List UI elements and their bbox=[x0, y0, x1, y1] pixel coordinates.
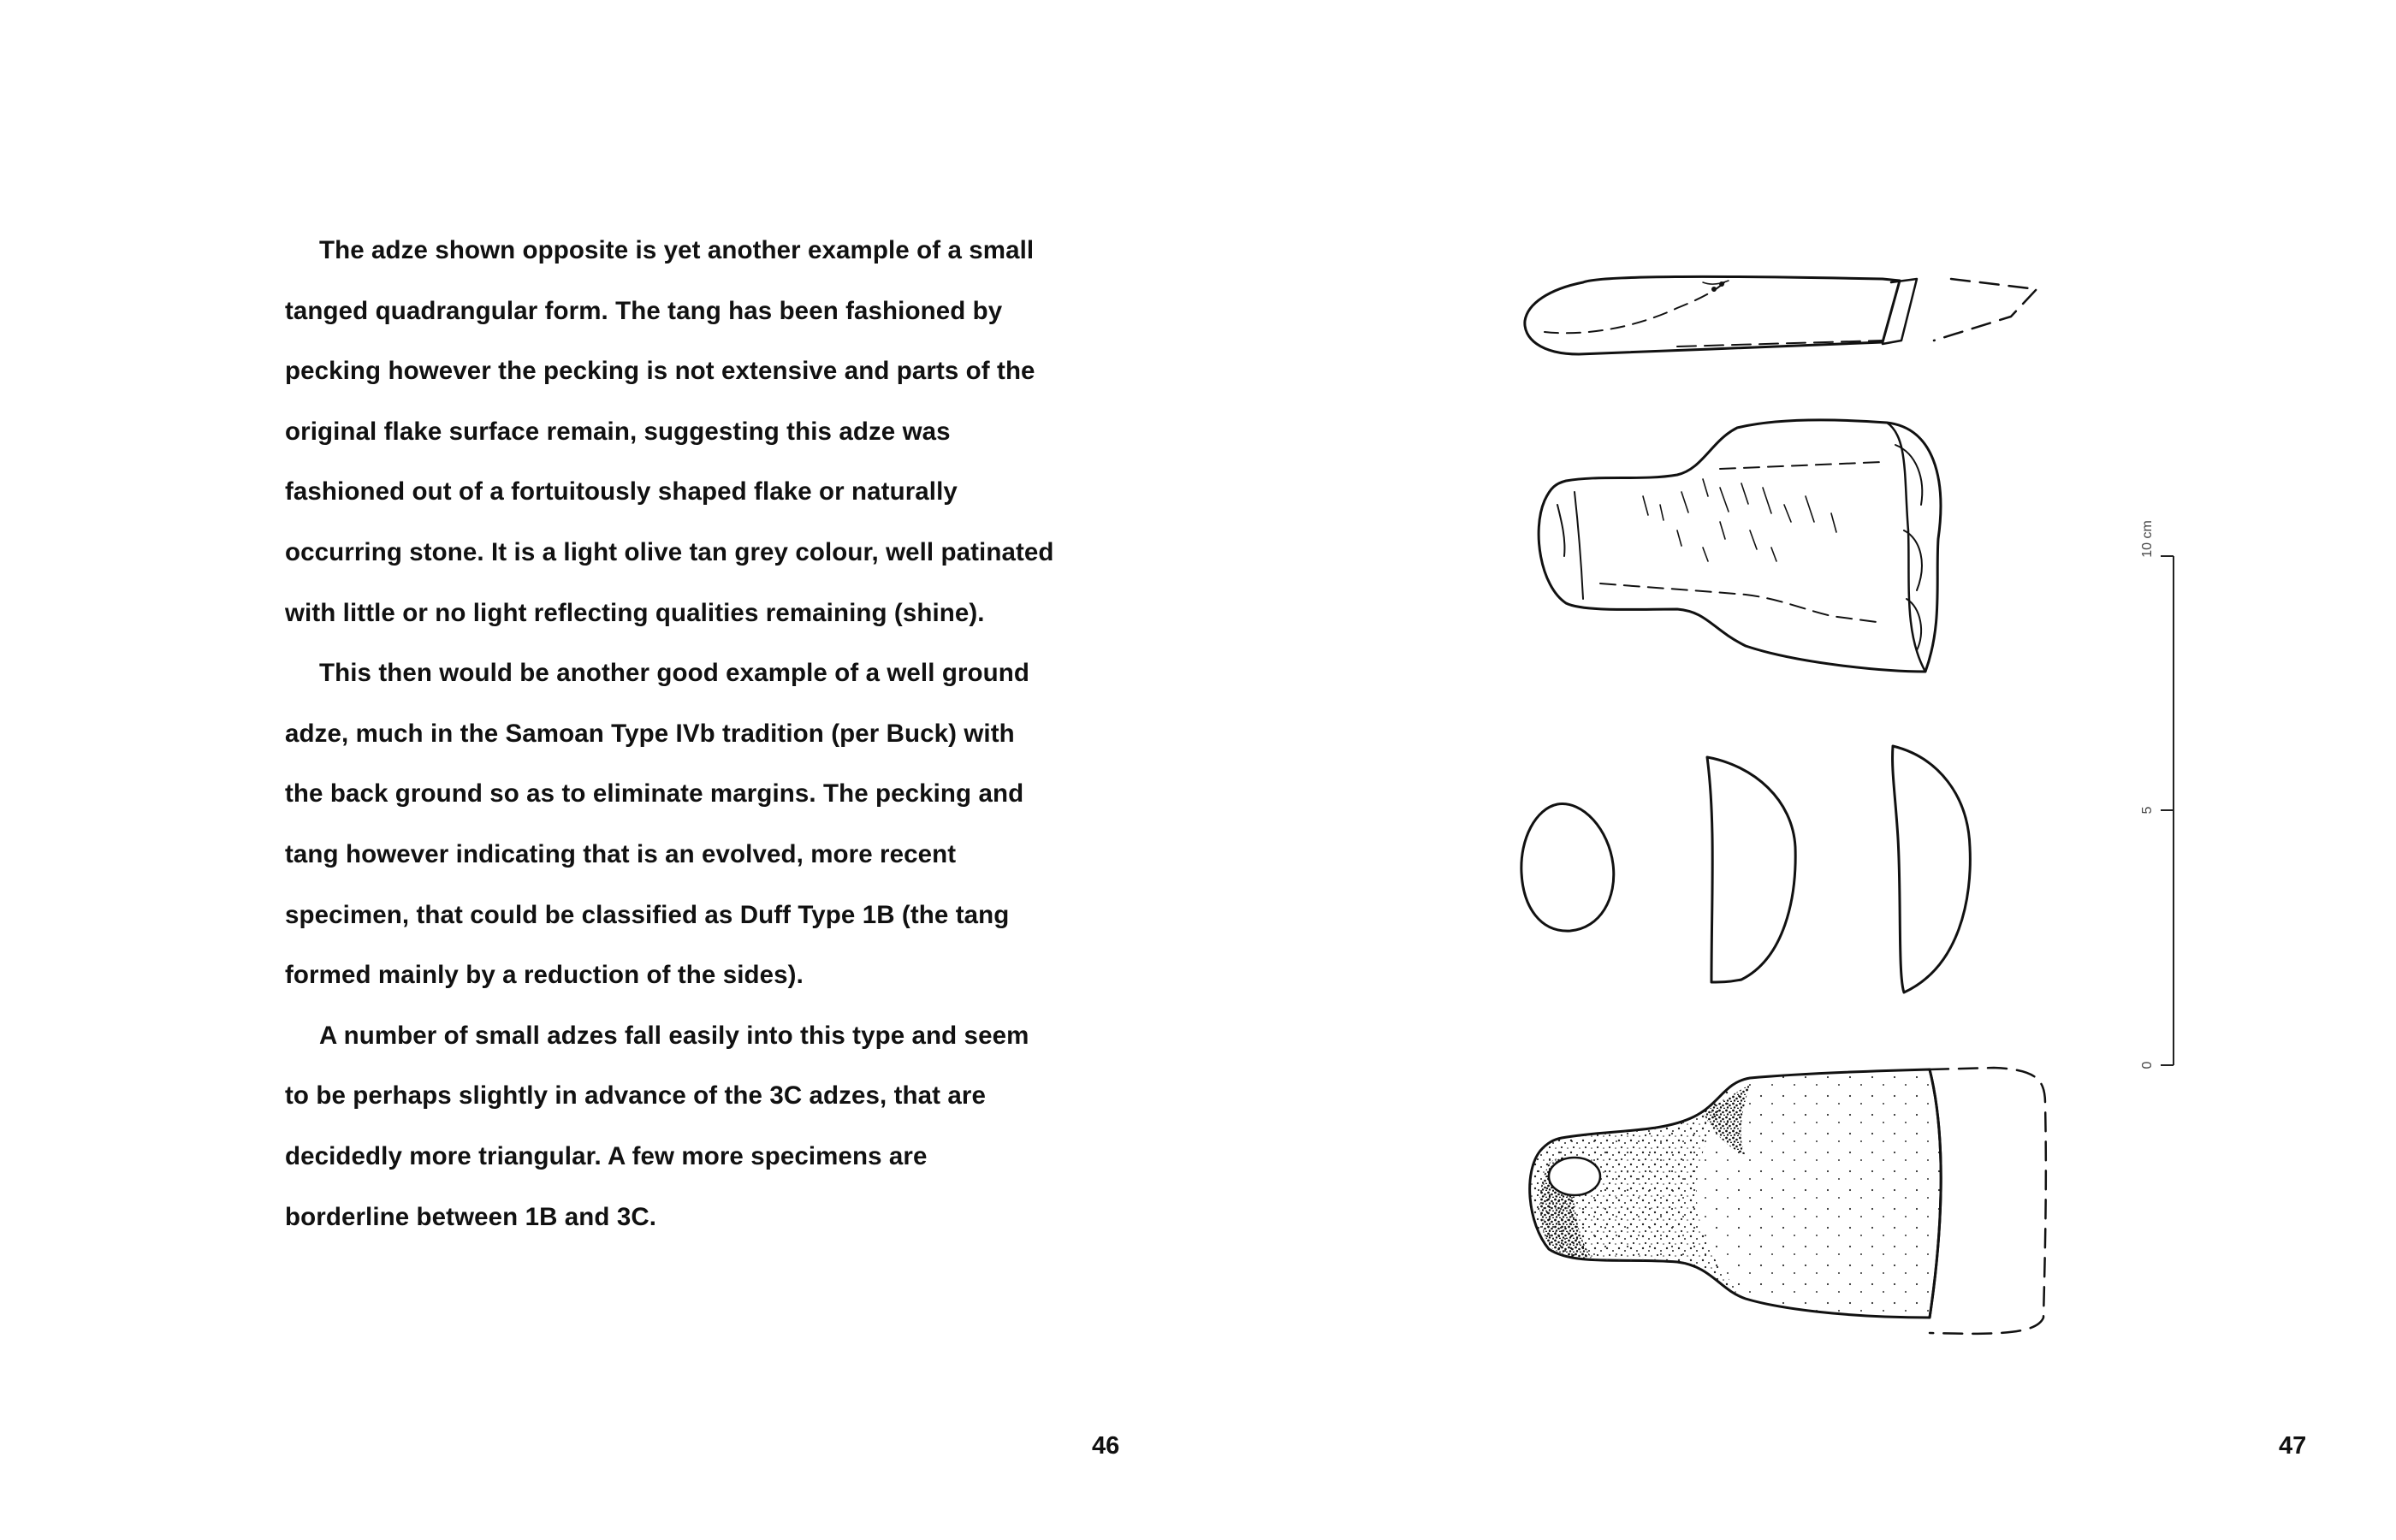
body-text-line: original flake surface remain, suggesting this adze was bbox=[285, 417, 951, 446]
body-text-line: the back ground so as to eliminate margins. The pecking and bbox=[285, 779, 1024, 808]
body-text-line: tanged quadrangular form. The tang has been fashioned by bbox=[285, 296, 1003, 325]
body-text-line: pecking however the pecking is not extensive and parts of the bbox=[285, 357, 1035, 386]
body-text-line: formed mainly by a reduction of the sides). bbox=[285, 961, 804, 990]
cross-section-mid bbox=[1707, 757, 1795, 982]
body-text-line: fashioned out of a fortuitously shaped flake or naturally bbox=[285, 477, 958, 506]
body-text-line: occurring stone. It is a light olive tan grey colour, well patinated bbox=[285, 537, 1054, 566]
scale-label-10cm: 10 cm bbox=[2140, 520, 2155, 558]
cross-section-blade bbox=[1893, 746, 1971, 992]
body-text-line: tang however indicating that is an evolved, more recent bbox=[285, 839, 957, 868]
body-text-line: The adze shown opposite is yet another example of a small bbox=[319, 236, 1035, 264]
adze-front-view bbox=[1539, 420, 1941, 672]
page-number-left: 46 bbox=[1092, 1432, 1120, 1460]
body-text-line: specimen, that could be classified as Duff Type 1B (the tang bbox=[285, 900, 1010, 929]
page-number-right: 47 bbox=[2279, 1432, 2307, 1460]
scale-label-0: 0 bbox=[2140, 1061, 2155, 1069]
body-text-line: This then would be another good example of a well ground bbox=[319, 659, 1030, 688]
adze-back-view bbox=[1530, 1068, 2046, 1334]
body-text-line: A number of small adzes fall easily into this type and seem bbox=[319, 1021, 1029, 1050]
scale-label-5: 5 bbox=[2140, 806, 2155, 814]
body-text-line: to be perhaps slightly in advance of the 3C adzes, that are bbox=[285, 1081, 986, 1111]
cross-section-tang bbox=[1521, 804, 1614, 932]
body-text-line: borderline between 1B and 3C. bbox=[285, 1202, 657, 1231]
body-text-line: decidedly more triangular. A few more specimens are bbox=[285, 1141, 928, 1170]
scale-bar bbox=[2161, 556, 2174, 1065]
adze-side-view bbox=[1525, 276, 2037, 354]
adze-cross-sections bbox=[1521, 746, 1971, 992]
body-text-line: with little or no light reflecting qualities remaining (shine). bbox=[285, 598, 985, 627]
body-text-line: adze, much in the Samoan Type IVb tradition (per Buck) with bbox=[285, 719, 1015, 748]
